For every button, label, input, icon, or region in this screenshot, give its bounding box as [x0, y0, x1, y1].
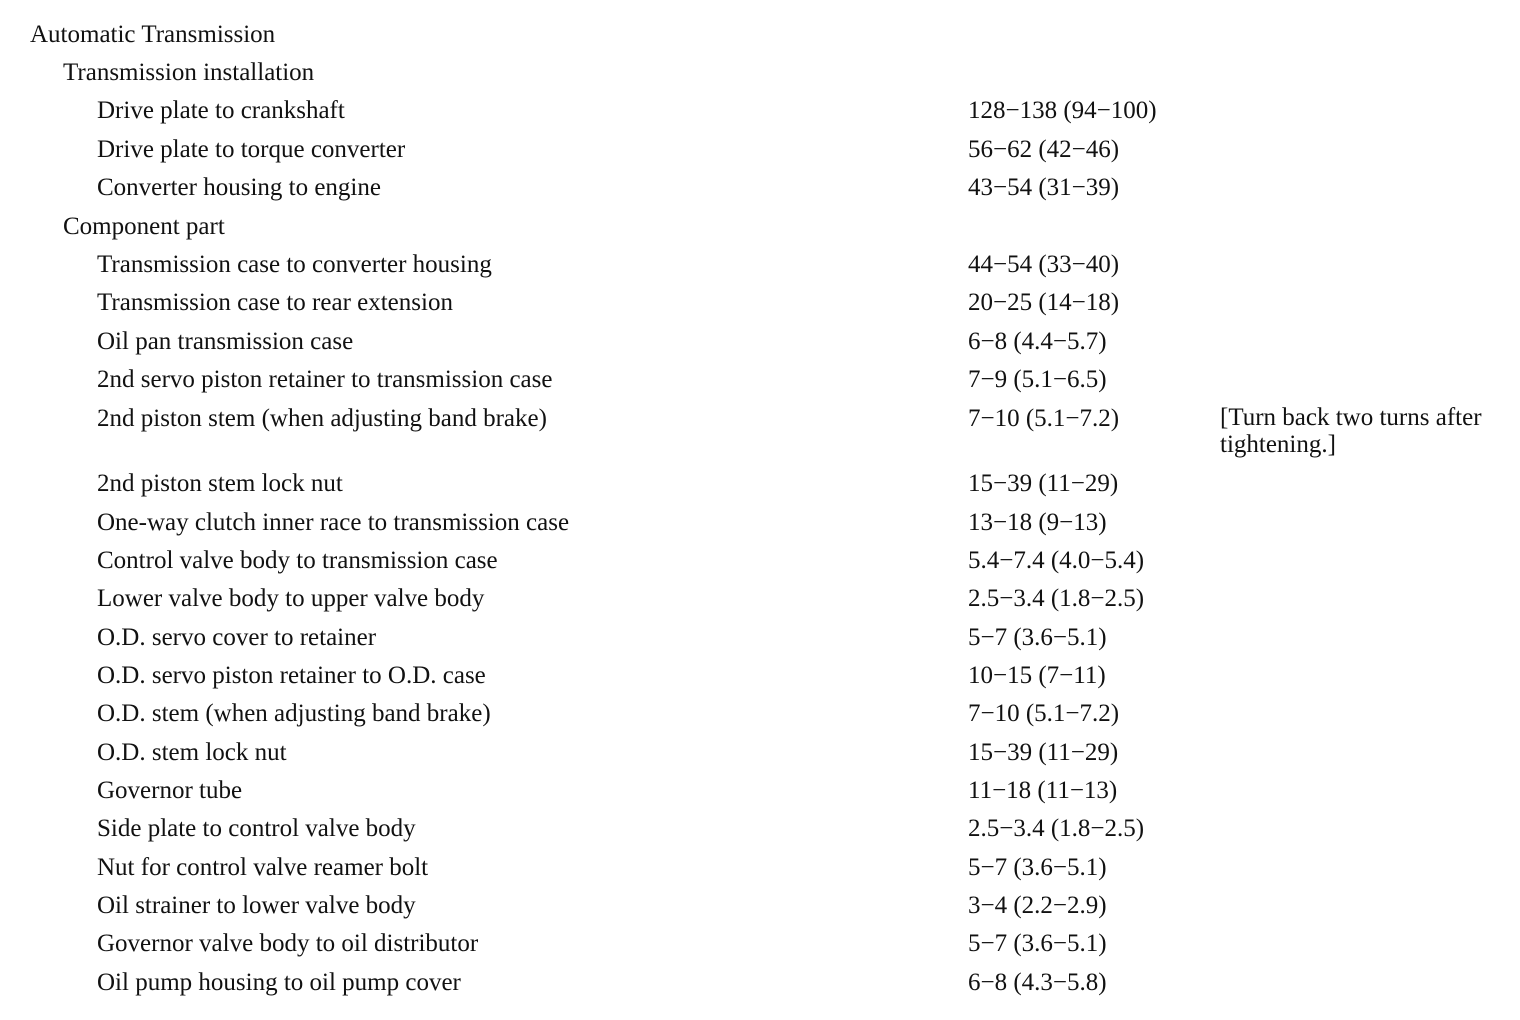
- spec-label: O.D. servo piston retainer to O.D. case: [97, 662, 486, 689]
- spec-row: [0, 173, 1520, 207]
- spec-label: Nut for control valve reamer bolt: [97, 854, 429, 881]
- spec-label: 2nd piston stem lock nut: [97, 470, 343, 497]
- spec-value: 2.5−3.4 (1.8−2.5): [968, 815, 1145, 842]
- spec-value: 15−39 (11−29): [968, 739, 1119, 766]
- spec-row: [0, 288, 1520, 322]
- spec-row: [0, 853, 1520, 887]
- group-heading: Component part: [63, 213, 225, 240]
- spec-label: 2nd servo piston retainer to transmission case: [97, 366, 553, 393]
- spec-row: [0, 327, 1520, 361]
- spec-row: [0, 404, 1520, 466]
- spec-value: 20−25 (14−18): [968, 289, 1120, 316]
- section-title-row: [0, 20, 1520, 54]
- group-heading: Transmission installation: [63, 59, 315, 86]
- spec-label: Oil pan transmission case: [97, 328, 354, 355]
- group-heading-row: [0, 212, 1520, 246]
- spec-label: Transmission case to converter housing: [97, 251, 492, 278]
- spec-row: [0, 968, 1520, 1002]
- spec-value: 5−7 (3.6−5.1): [968, 930, 1107, 957]
- spec-row: [0, 929, 1520, 963]
- spec-row: [0, 699, 1520, 733]
- spec-row: [0, 508, 1520, 542]
- spec-value: 7−10 (5.1−7.2): [968, 700, 1120, 727]
- spec-row: [0, 891, 1520, 925]
- spec-label: One-way clutch inner race to transmission case: [97, 509, 570, 536]
- spec-row: [0, 814, 1520, 848]
- spec-label: Drive plate to torque converter: [97, 136, 406, 163]
- group-heading-row: [0, 58, 1520, 92]
- spec-row: [0, 469, 1520, 503]
- spec-label: Lower valve body to upper valve body: [97, 585, 485, 612]
- spec-row: [0, 546, 1520, 580]
- spec-row: [0, 365, 1520, 399]
- spec-value: 7−9 (5.1−6.5): [968, 366, 1107, 393]
- spec-row: [0, 776, 1520, 810]
- spec-value: 6−8 (4.3−5.8): [968, 969, 1107, 996]
- spec-label: Converter housing to engine: [97, 174, 381, 201]
- spec-label: O.D. stem (when adjusting band brake): [97, 700, 491, 727]
- spec-row: [0, 96, 1520, 130]
- spec-row: [0, 661, 1520, 695]
- spec-row: [0, 623, 1520, 657]
- spec-value: 5−7 (3.6−5.1): [968, 854, 1107, 881]
- spec-note: [Turn back two turns after tightening.]: [1220, 404, 1482, 458]
- spec-value: 56−62 (42−46): [968, 136, 1120, 163]
- spec-value: 11−18 (11−13): [968, 777, 1118, 804]
- spec-value: 44−54 (33−40): [968, 251, 1120, 278]
- spec-value: 15−39 (11−29): [968, 470, 1119, 497]
- spec-value: 7−10 (5.1−7.2): [968, 405, 1120, 432]
- spec-row: [0, 738, 1520, 772]
- spec-row: [0, 584, 1520, 618]
- spec-label: Oil strainer to lower valve body: [97, 892, 416, 919]
- spec-row: [0, 250, 1520, 284]
- spec-value: 5−7 (3.6−5.1): [968, 624, 1107, 651]
- spec-label: Drive plate to crankshaft: [97, 97, 345, 124]
- spec-value: 128−138 (94−100): [968, 97, 1157, 124]
- spec-label: Oil pump housing to oil pump cover: [97, 969, 461, 996]
- spec-value: 13−18 (9−13): [968, 509, 1107, 536]
- spec-label: Governor tube: [97, 777, 243, 804]
- spec-label: Control valve body to transmission case: [97, 547, 498, 574]
- spec-value: 43−54 (31−39): [968, 174, 1120, 201]
- spec-value: 2.5−3.4 (1.8−2.5): [968, 585, 1145, 612]
- spec-value: 3−4 (2.2−2.9): [968, 892, 1107, 919]
- spec-value: 10−15 (7−11): [968, 662, 1106, 689]
- spec-value: 5.4−7.4 (4.0−5.4): [968, 547, 1145, 574]
- spec-row: [0, 135, 1520, 169]
- spec-label: O.D. stem lock nut: [97, 739, 287, 766]
- spec-label: O.D. servo cover to retainer: [97, 624, 377, 651]
- spec-label: Side plate to control valve body: [97, 815, 416, 842]
- section-title: Automatic Transmission: [30, 21, 276, 48]
- spec-value: 6−8 (4.4−5.7): [968, 328, 1107, 355]
- spec-label: 2nd piston stem (when adjusting band brake): [97, 405, 547, 432]
- spec-label: Transmission case to rear extension: [97, 289, 453, 316]
- spec-label: Governor valve body to oil distributor: [97, 930, 479, 957]
